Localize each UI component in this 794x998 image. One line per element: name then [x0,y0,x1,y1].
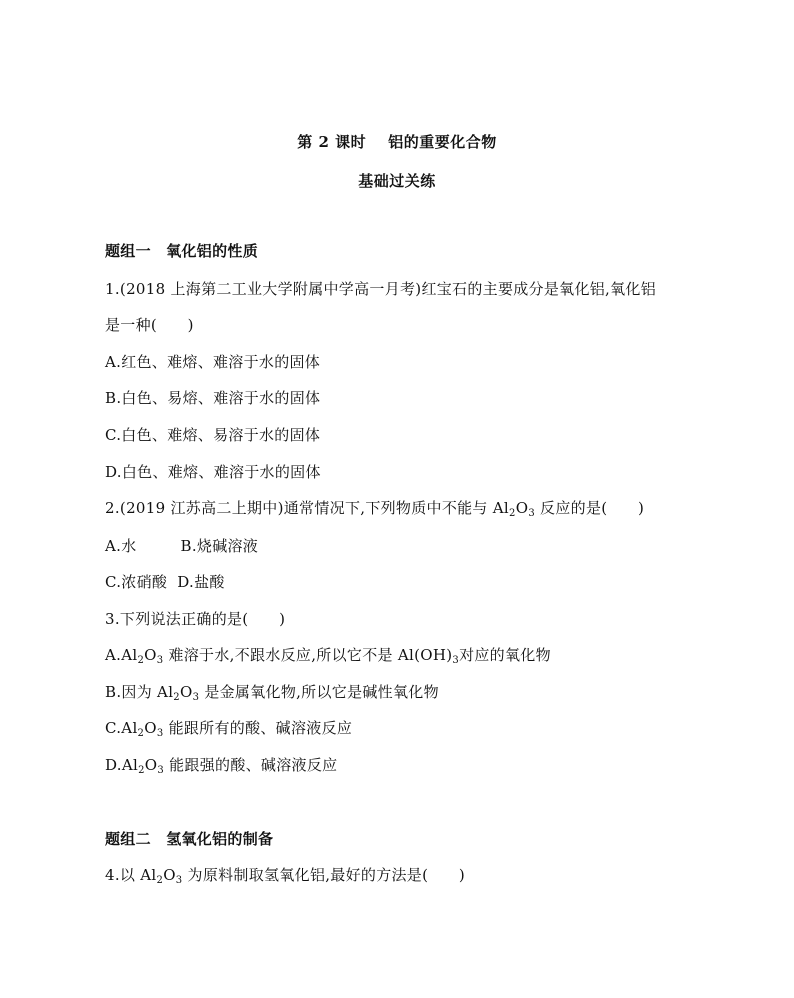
q1-stem-line1: 1.(2018 上海第二工业大学附属中学高一月考)红宝石的主要成分是氧化铝,氧化铝 [105,280,657,298]
q1-option-d: D.白色、难熔、难溶于水的固体 [105,463,321,481]
q2-option-c: C.浓硝酸 [105,573,168,591]
q2-options-row2 [105,571,225,592]
q2-option-a: A.水 [105,537,137,555]
q1-option-b: B.白色、易熔、难溶于水的固体 [105,389,321,407]
page-title [0,131,794,152]
q3-stem: 3.下列说法正确的是( ) [105,610,286,628]
q2-stem: 2.(2019 江苏高二上期中)通常情况下,下列物质中不能与 $Al_2O_3$ 反应的是( ) [105,499,645,519]
q3-option-b: B.因为 $Al_2O_3$ 是金属氧化物,所以它是碱性氧化物 [105,683,439,703]
title-prefix: 第 2 课时 [297,133,367,151]
q3-option-c: $C.Al_2O_3$ 能跟所有的酸、碱溶液反应 [105,719,353,739]
q1-option-c: C.白色、难熔、易溶于水的固体 [105,426,321,444]
page-subtitle: 基础过关练 [358,172,436,190]
q3-option-a: $A.Al_2O_3$ 难溶于水,不跟水反应,所以它不是 $Al(OH)_3$对应的氧化物 [105,646,551,666]
q4-stem: 4.以 $Al_2O_3$ 为原料制取氢氧化铝,最好的方法是( ) [105,866,466,886]
q2-option-b: B.烧碱溶液 [180,537,259,555]
q3-option-d: $D.Al_2O_3$ 能跟强的酸、碱溶液反应 [105,756,338,776]
section-2-title: 题组二 氢氧化铝的制备 [105,830,274,848]
section-1-title: 题组一 氧化铝的性质 [105,242,259,260]
q2-options-row1 [105,535,258,556]
q1-stem-line2: 是一种( ) [105,316,194,334]
q2-option-d: D.盐酸 [177,573,225,591]
q1-option-a: A.红色、难熔、难溶于水的固体 [105,353,321,371]
title-main: 铝的重要化合物 [388,133,497,151]
